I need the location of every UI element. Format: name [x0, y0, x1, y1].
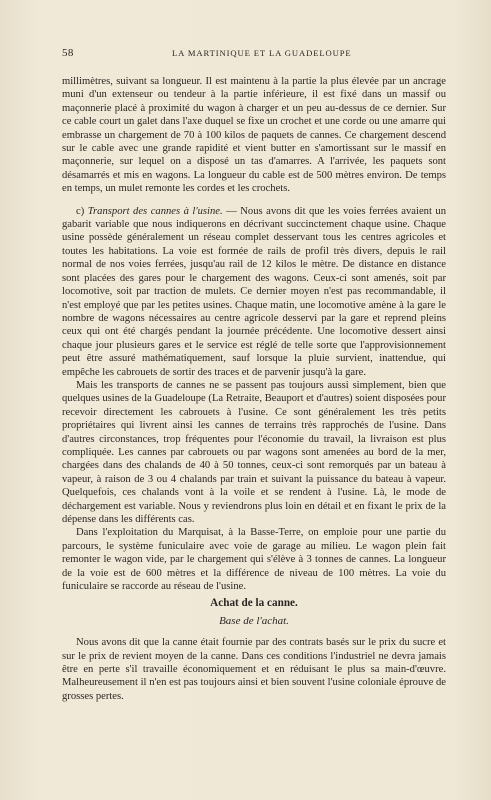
subheading-base-achat: Base de l'achat.: [219, 614, 289, 627]
section-body-transport: — Nous avons dit que les voies ferrées avaient un gabarit variable que nous indiquerons en décrivant succinctement chaque usine. Chaque usine possède généralement un réseau complet desservant tous les centres agricoles et toutes les habitations. La voie est formée de rails de profil très divers, depuis le rail normal de nos voies ferrées, jusqu'au rail de 12 kilos le mètre. De distance en distance sont placées des gares pour le chargement des wagons. Ceux-ci sont amenés, soit par locomotive, soit par traction de mulets. Ce dernier moyen n'est pas recommandable, il n'est employé que par les petites usines. Chaque matin, une locomotive amène à la gare le nombre de wagons nécessaires au centre agricole desservi par la gare et reprend pleins ceux qui ont été chargés pendant la journée précédente. Une locomotive dessert ainsi chaque jour plusieurs gares et le service est réglé de telle sorte que l'approvisionnement peut être assuré mathématiquement, sauf lorsque la pluie survient, inattendue, qui empêche les cabrouets de sortir des traces et de parvenir jusqu'à la gare.: [62, 205, 446, 378]
paragraph-marquisat: Dans l'exploitation du Marquisat, à la Basse-Terre, on emploie pour une partie du parcours, le système funiculaire avec voie de garage au milieu. Le wagon plein fait remonter le wagon vide, par le chargement qui s'élève à 3 tonnes de cannes. La longueur de la voie est de 600 mètres et la différence de niveau de 100 mètres. La voie du funiculaire se raccorde au réseau de l'usine.: [62, 527, 446, 593]
paragraph-cable-continuation: millimètres, suivant sa longueur. Il est maintenu à la partie la plus élevée par un ancrage muni d'un extenseur ou tendeur à la partie inférieure, il est fixé dans un massif ou maçonnerie placé à proximité du wagon à charger et un peu au-dessus de ce dernier. Sur ce cable court un galet dans l'axe duquel se fixe un crochet et une corde ou une amarre qui embrasse un chargement de 70 à 100 kilos de paquets de cannes. Ce chargement descend sur le cable avec une grande rapidité et vient butter en s'amortissant sur le massif en maçonnerie, sur lequel on a disposé un tas d'amarres. A l'arrivée, les paquets sont désamarrés et mis en wagons. La longueur du cable est de 500 mètres environ. De temps en temps, un mulet remonte les cordes et les crochets.: [62, 76, 446, 195]
section-letter: c): [76, 205, 88, 217]
paragraph-transports-guadeloupe: Mais les transports de cannes ne se passent pas toujours aussi simplement, bien que quelques usines de la Guadeloupe (La Retraite, Beauport et d'autres) soient disposées pour recevoir directement les cabrouets à l'usine. Ce sont généralement les très petits propriétaires qui livrent ainsi les cannes de terrains très rapprochés de l'usine. Dans d'autres circonstances, trop fréquentes pour l'économie du travail, la livraison est plus compliquée. Les cannes par cabrouets ou par wagons sont amenées au bord de la mer, chargées dans des chalands de 40 à 50 tonnes, ceux-ci sont remorqués par un bateau à vapeur, à raison de 3 ou 4 chalands par train et suivant la puissance du bateau à vapeur. Quelquefois, ces chalands vont à la voile et se rendent à l'usine. Là, le mode de déchargement est variable. Nous y reviendrons plus loin en détail et en fixant le prix de la dépense dans les différents cas.: [62, 379, 446, 525]
paragraph-achat-canne: Nous avons dit que la canne était fournie par des contrats basés sur le prix du sucre et sur le prix de revient moyen de la canne. Dans ces conditions l'industriel ne devra jamais être en perte s'il travaille économiquement et en réduisant le plus sa main-d'œuvre. Malheureusement il n'en est pas toujours ainsi et bien souvent l'usine coloniale éprouve de grosses pertes.: [62, 637, 446, 702]
running-title: LA MARTINIQUE ET LA GUADELOUPE: [172, 48, 352, 58]
heading-achat-canne: Achat de la canne.: [210, 597, 298, 610]
page-header: [62, 47, 445, 61]
section-title-transport: Transport des cannes à l'usine.: [87, 205, 223, 217]
paragraph-transport-usine: [62, 205, 446, 379]
page-number: 58: [62, 47, 74, 59]
page-body: [62, 75, 446, 703]
